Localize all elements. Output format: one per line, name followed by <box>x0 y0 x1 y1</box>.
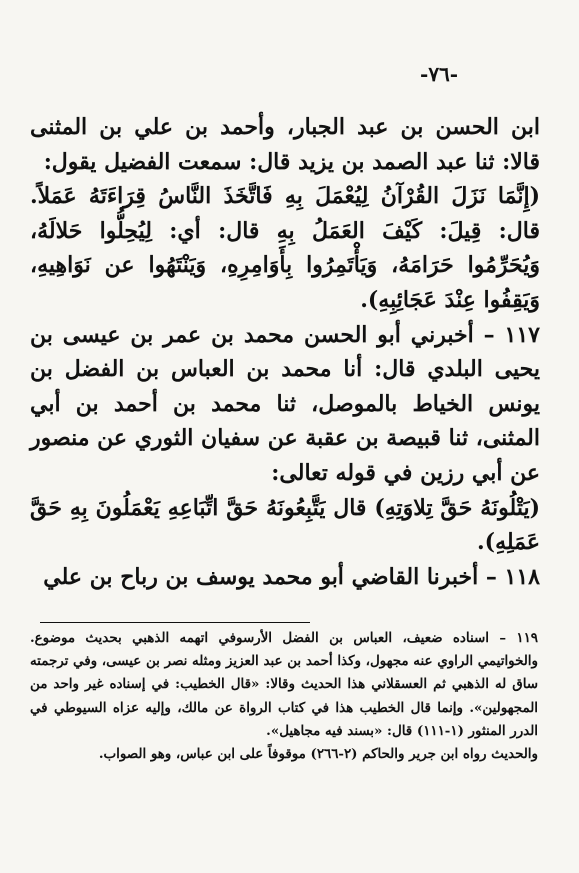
footnote-119: ١١٩ – اسناده ضعيف، العباس بن الفضل الأرسوفي اتهمه الذهبي بحديث موضوع. والخواتيمي الراوي عنه مجهول، وكذا أحمد بن عبد العزيز ومثله نصر بن عيسى، وفي ترجمته ساق له الذهبي ثم العسقلاني هذا الحديث وقالا: «قال الخطيب: في إسناده غير واحد من المجهولين». وإنما قال الخطيب هذا في كتاب الرواة عن مالك، وإليه عزاه السيوطي في الدرر المنثور (١-١١١) قال: «بسند فيه مجاهيل». <box>30 630 538 739</box>
page-number: -٧٦- <box>420 62 459 86</box>
paragraph-verse-quote: (يَتْلُونَهُ حَقَّ تِلاوَتِهِ) قال يَتَّبِعُونَهُ حَقَّ اتِّبَاعِهِ يَعْمَلُونَ بِهِ حَقَّ عَمَلِهِ). <box>30 494 540 556</box>
paragraph-fudayl-quote: (إِنَّمَا نَزَلَ القُرْآنُ لِيُعْمَلَ بِهِ فَاتَّخَذَ النَّاسُ قِرَاءَتَهُ عَمَلاً. قال: قِيلَ: كَيْفَ العَمَلُ بِهِ قال: أي: لِيُحِلُّوا حَلالَهُ، وَيُحَرِّمُوا حَرَامَهُ، وَيَأْتَمِرُوا بِأَوَامِرِهِ، وَيَنْتَهُوا عن نَوَاهِيهِ، وَيَقِفُوا عِنْدَ عَجَائِبِهِ). <box>30 183 540 313</box>
paragraph-hadith-118: ١١٨ – أخبرنا القاضي أبو محمد يوسف بن رباح بن علي <box>43 563 540 590</box>
footnote-note: والحديث رواه ابن جرير والحاكم (٢-٢٦٦) موقوفاً على ابن عباس، وهو الصواب. <box>98 746 538 763</box>
paragraph-hadith-117: ١١٧ – أخبرني أبو الحسن محمد بن عمر بن عيسى بن يحيى البلدي قال: أنا محمد بن العباس بن الفضل بن يونس الخياط بالموصل، ثنا محمد بن أحمد بن أبي المثنى، ثنا قبيصة بن عقبة عن سفيان الثوري عن منصور عن أبي رزين في قوله تعالى: <box>30 321 540 486</box>
footnotes <box>30 627 538 766</box>
paragraph-chain-intro: ابن الحسن بن عبد الجبار، وأحمد بن علي بن المثنى قالا: ثنا عبد الصمد بن يزيد قال: سمعت الفضيل يقول: <box>30 114 540 175</box>
footnote-divider <box>40 622 310 623</box>
main-text <box>30 110 540 594</box>
